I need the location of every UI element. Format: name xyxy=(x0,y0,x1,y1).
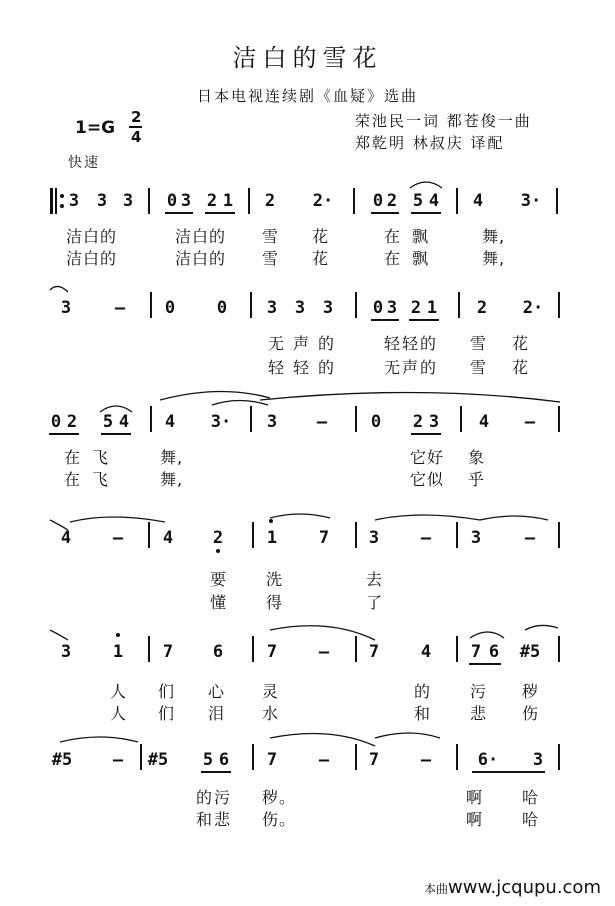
note: 7 xyxy=(470,642,482,662)
lyric-verse1: 雪 xyxy=(262,227,280,246)
lyric-verse2: 雪 xyxy=(262,249,280,268)
note: 3 xyxy=(532,750,544,770)
lyric-verse2: 啊 xyxy=(466,810,484,829)
lyric-verse2: 和悲 xyxy=(196,810,233,829)
song-title: 洁白的雪花 xyxy=(232,44,383,72)
note: — xyxy=(114,298,126,318)
lyric-verse1: 洁白的 xyxy=(66,227,118,246)
note: — xyxy=(318,750,330,770)
tie xyxy=(375,733,440,738)
tie xyxy=(375,515,480,520)
lyric-verse2: 花 xyxy=(512,358,530,377)
note: 7 xyxy=(162,642,174,662)
note: 4 xyxy=(478,412,490,432)
slur xyxy=(410,182,442,188)
note: 0 xyxy=(166,191,178,211)
lyric-verse2: 得 xyxy=(266,593,284,612)
note: 3 xyxy=(470,528,482,548)
tie xyxy=(60,737,138,742)
note: 4 xyxy=(164,412,176,432)
lyric-verse2: 懂 xyxy=(210,593,228,612)
note: 3 xyxy=(60,642,72,662)
lyric-verse2: 它似 xyxy=(410,470,445,489)
note: — xyxy=(112,528,124,548)
note: 3· xyxy=(520,191,542,211)
lyric-verse1: 舞, xyxy=(160,448,184,467)
note: 7 xyxy=(368,642,380,662)
note: 7 xyxy=(266,750,278,770)
lyric-verse2: 伤 xyxy=(522,704,540,723)
note: 2· xyxy=(312,191,334,211)
note: 5 xyxy=(102,412,114,432)
note: — xyxy=(316,412,328,432)
note: 4 xyxy=(472,191,484,211)
lyric-verse1: 在飞 xyxy=(64,448,121,467)
lyric-verse1: 在飘 xyxy=(384,227,441,246)
tie xyxy=(50,520,68,530)
note: 2 xyxy=(386,191,398,211)
tie xyxy=(270,734,375,747)
lyric-verse2: 和 xyxy=(414,704,432,723)
slur xyxy=(470,632,504,638)
watermark-prefix: 本曲 xyxy=(424,882,449,896)
tie xyxy=(70,517,165,522)
lyric-verse2: 乎 xyxy=(468,470,486,489)
note: 3· xyxy=(210,412,232,432)
lyric-verse1: 去 xyxy=(366,570,384,589)
note: 2 xyxy=(66,412,78,432)
lyric-verse1: 花 xyxy=(512,334,530,353)
lyric-verse2: 雪 xyxy=(470,358,488,377)
lyric-verse2: 哈 xyxy=(522,810,540,829)
lyric-verse2: 无声的 xyxy=(384,358,439,377)
note: 2 xyxy=(412,412,424,432)
lyric-verse1: 舞, xyxy=(482,227,506,246)
note: — xyxy=(420,528,432,548)
note: 6 xyxy=(212,642,224,662)
lyric-verse2: 人 xyxy=(110,704,128,723)
note: 4 xyxy=(118,412,130,432)
note: 3 xyxy=(266,412,278,432)
note: 3 xyxy=(428,412,440,432)
note: 1 xyxy=(266,528,278,548)
note-sharp: #5 xyxy=(51,750,73,770)
lyric-verse1: 污 xyxy=(470,682,488,701)
note: 4 xyxy=(60,528,72,548)
lyric-verse1: 洗 xyxy=(266,570,284,589)
note: 4 xyxy=(420,642,432,662)
lyric-verse2: 轻轻的 xyxy=(268,358,344,377)
note: 4 xyxy=(428,191,440,211)
lyric-verse1: 们 xyxy=(158,682,176,701)
note: 0 xyxy=(164,298,176,318)
tie xyxy=(160,391,270,400)
lyric-verse1: 心 xyxy=(208,682,226,701)
note: 3 xyxy=(368,528,380,548)
note: 2 xyxy=(264,191,276,211)
lyric-verse1: 花 xyxy=(312,227,330,246)
note: — xyxy=(112,750,124,770)
lyric-verse2: 伤。 xyxy=(262,810,297,829)
lyric-verse2: 水 xyxy=(262,704,280,723)
slur xyxy=(270,514,330,518)
note: 2 xyxy=(206,191,218,211)
note: 7 xyxy=(266,642,278,662)
lyric-verse2: 在飞 xyxy=(64,470,121,489)
note: 7 xyxy=(318,528,330,548)
note-sharp: #5 xyxy=(147,750,169,770)
lyric-verse1: 它好 xyxy=(410,448,445,467)
lyric-verse1: 雪 xyxy=(470,334,488,353)
lyric-verse2: 洁白的 xyxy=(66,249,118,268)
note: 3 xyxy=(60,298,72,318)
credit-translators: 郑乾明 林叔庆 译配 xyxy=(355,134,505,152)
lyric-verse2: 花 xyxy=(312,249,330,268)
lyric-verse1: 啊 xyxy=(466,788,484,807)
tie xyxy=(212,401,268,406)
lyric-verse1: 灵 xyxy=(262,682,280,701)
lyric-verse1: 的 xyxy=(414,682,432,701)
note: — xyxy=(318,642,330,662)
time-signature-bottom: 4 xyxy=(131,128,142,146)
note: 0 xyxy=(216,298,228,318)
key-signature: 1=G xyxy=(75,118,116,138)
lyric-verse1: 象 xyxy=(468,448,486,467)
note: 7 xyxy=(368,750,380,770)
note: 2· xyxy=(522,298,544,318)
credit-lyricist-composer: 荣池民一词 都苍俊一曲 xyxy=(355,112,532,130)
note: 6· xyxy=(477,750,499,770)
song-subtitle: 日本电视连续剧《血疑》选曲 xyxy=(196,87,418,105)
note: 0 xyxy=(372,298,384,318)
note: — xyxy=(420,750,432,770)
lyric-verse2: 在飘 xyxy=(384,249,441,268)
note: 3 xyxy=(266,298,278,318)
lyric-verse1: 洁白的 xyxy=(175,227,227,246)
watermark xyxy=(424,877,601,898)
note: 3 xyxy=(180,191,192,211)
tie xyxy=(260,392,560,402)
note: 2 xyxy=(212,528,224,548)
note: 0 xyxy=(370,412,382,432)
tie xyxy=(480,516,548,520)
note: 0 xyxy=(372,191,384,211)
note: 3 xyxy=(294,298,306,318)
note: 3 xyxy=(386,298,398,318)
note: 5 xyxy=(202,750,214,770)
watermark-site: www.jcqupu.com xyxy=(448,877,601,898)
lyric-verse1: 秽 xyxy=(522,682,540,701)
lyric-verse1: 无声的 xyxy=(268,334,344,353)
lyric-verse1: 要 xyxy=(210,570,228,589)
note: 6 xyxy=(488,642,500,662)
tie xyxy=(270,626,375,640)
tie xyxy=(50,286,68,292)
note: — xyxy=(524,528,536,548)
note: 3 xyxy=(96,191,108,211)
note: 1 xyxy=(112,642,124,662)
slur xyxy=(100,406,132,412)
lyric-verse1: 人 xyxy=(110,682,128,701)
note: 2 xyxy=(410,298,422,318)
lyric-verse1: 轻轻的 xyxy=(384,334,439,353)
note: 0 xyxy=(50,412,62,432)
lyric-verse2: 了 xyxy=(366,593,384,612)
note: 1 xyxy=(426,298,438,318)
tie xyxy=(50,630,68,640)
note: — xyxy=(524,412,536,432)
note: 3 xyxy=(68,191,80,211)
note: 5 xyxy=(412,191,424,211)
lyric-verse1: 秽。 xyxy=(262,788,297,807)
lyric-verse2: 们 xyxy=(158,704,176,723)
note: 4 xyxy=(162,528,174,548)
lyric-verse2: 舞, xyxy=(482,249,506,268)
lyric-verse2: 舞, xyxy=(160,470,184,489)
note: 2 xyxy=(476,298,488,318)
lyric-verse2: 悲 xyxy=(470,704,488,723)
lyric-verse1: 的污 xyxy=(196,788,233,807)
tempo-marking: 快速 xyxy=(68,155,100,171)
note-sharp: #5 xyxy=(519,642,541,662)
lyric-verse2: 泪 xyxy=(208,704,226,723)
note: 6 xyxy=(218,750,230,770)
note: 1 xyxy=(222,191,234,211)
time-signature-top: 2 xyxy=(131,108,142,126)
note: 3 xyxy=(322,298,334,318)
lyric-verse1: 哈 xyxy=(522,788,540,807)
note: 3 xyxy=(122,191,134,211)
tie xyxy=(525,625,558,630)
lyric-verse2: 洁白的 xyxy=(175,249,227,268)
